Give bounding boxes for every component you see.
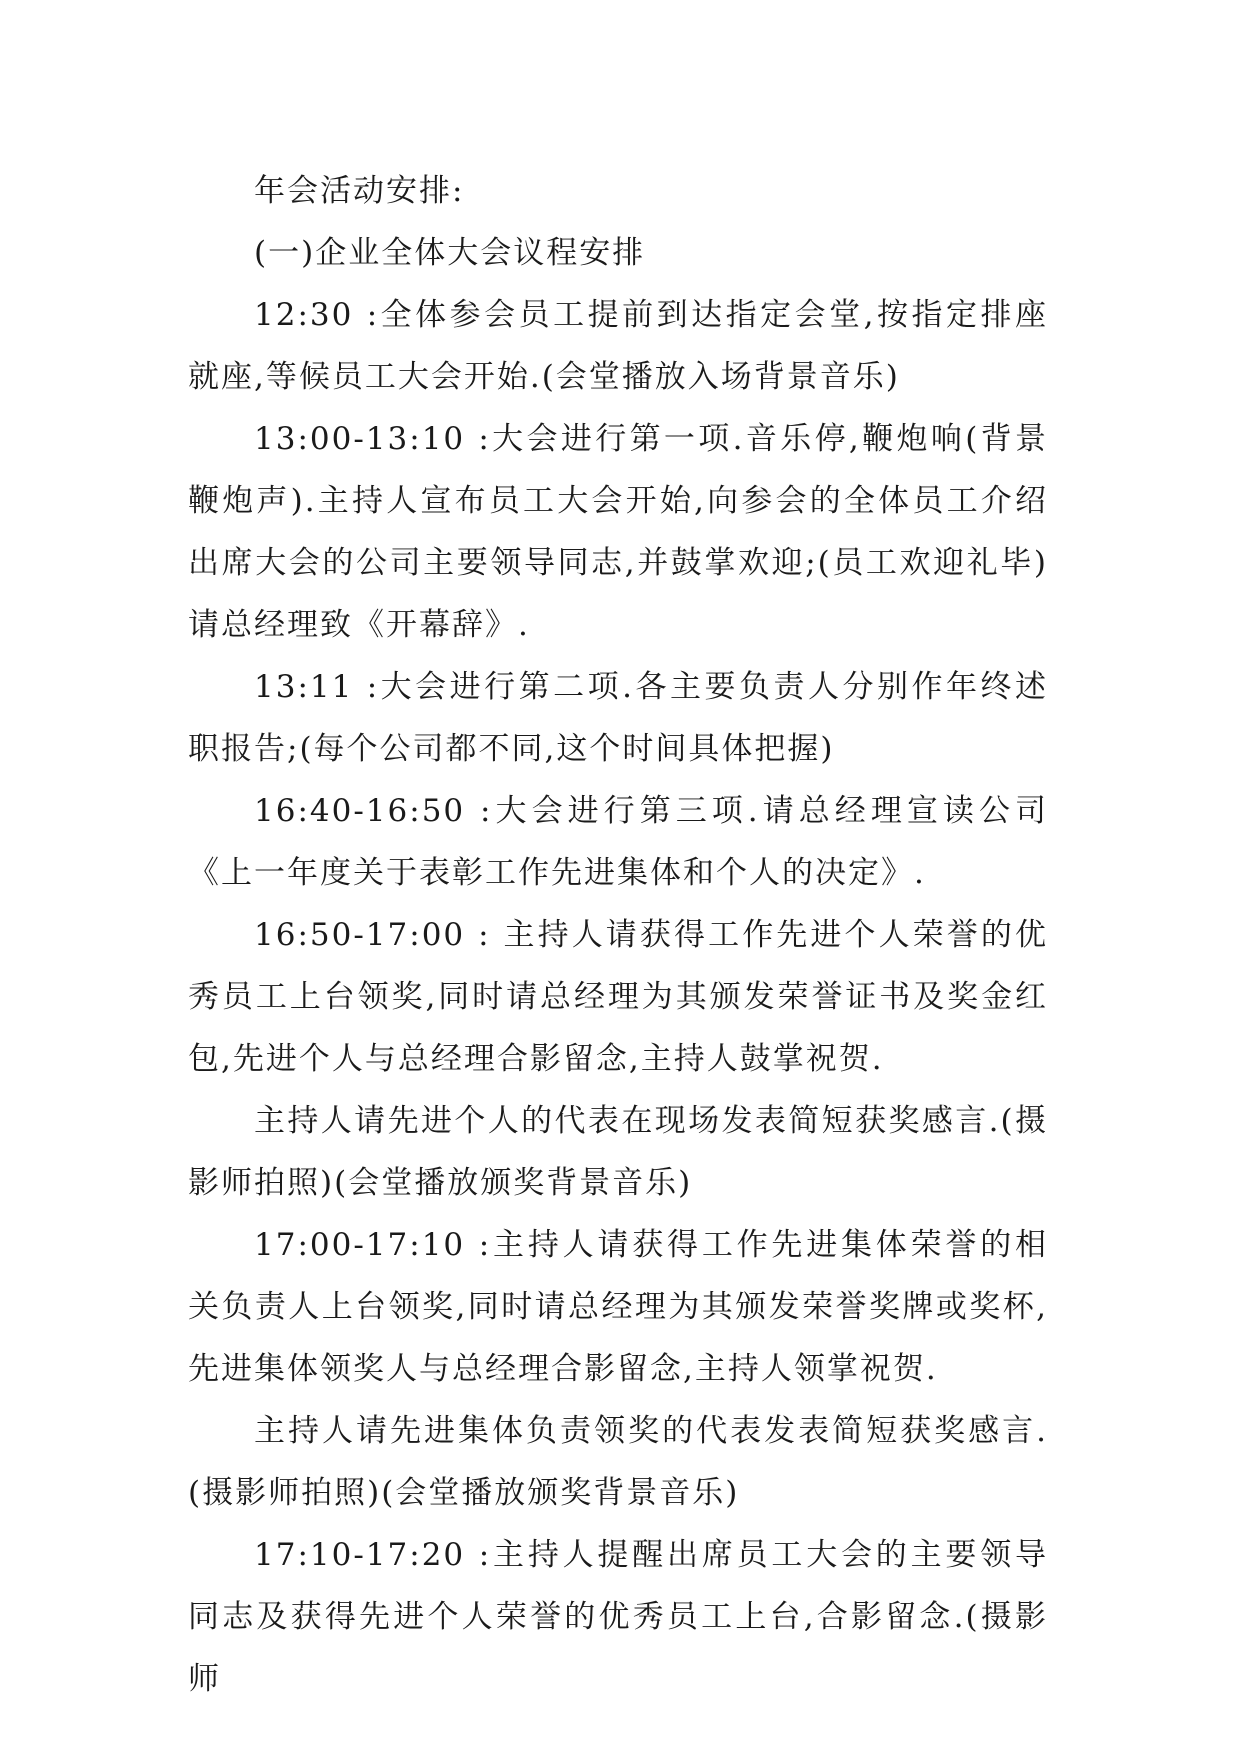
agenda-item: 12:30 :全体参会员工提前到达指定会堂,按指定排座就座,等候员工大会开始.(会堂播放入场背景音乐) — [188, 297, 1048, 395]
agenda-note: 主持人请先进个人的代表在现场发表简短获奖感言.(摄影师拍照)(会堂播放颁奖背景音乐) — [188, 1103, 1048, 1201]
agenda-item: 13:00-13:10 :大会进行第一项.音乐停,鞭炮响(背景鞭炮声).主持人宣布员工大会开始,向参会的全体员工介绍出席大会的公司主要领导同志,并鼓掌欢迎;(员工欢迎礼毕)请总经理致《开幕辞》. — [188, 421, 1048, 643]
agenda-item: 17:10-17:20 :主持人提醒出席员工大会的主要领导同志及获得先进个人荣誉的优秀员工上台,合影留念.(摄影师 — [188, 1537, 1048, 1697]
agenda-item: 17:00-17:10 :主持人请获得工作先进集体荣誉的相关负责人上台领奖,同时请总经理为其颁发荣誉奖牌或奖杯,先进集体领奖人与总经理合影留念,主持人领掌祝贺. — [188, 1227, 1048, 1387]
agenda-item: 13:11 :大会进行第二项.各主要负责人分别作年终述职报告;(每个公司都不同,这个时间具体把握) — [188, 669, 1048, 767]
agenda-subheading: (一)企业全体大会议程安排 — [254, 235, 646, 271]
document-body — [188, 160, 1048, 1710]
section-heading: 年会活动安排: — [254, 173, 465, 209]
agenda-item: 16:40-16:50 :大会进行第三项.请总经理宣读公司《上一年度关于表彰工作先进集体和个人的决定》. — [188, 793, 1048, 891]
agenda-note: 主持人请先进集体负责领奖的代表发表简短获奖感言.(摄影师拍照)(会堂播放颁奖背景音乐) — [188, 1413, 1048, 1511]
agenda-item: 16:50-17:00 : 主持人请获得工作先进个人荣誉的优秀员工上台领奖,同时请总经理为其颁发荣誉证书及奖金红包,先进个人与总经理合影留念,主持人鼓掌祝贺. — [188, 917, 1048, 1077]
